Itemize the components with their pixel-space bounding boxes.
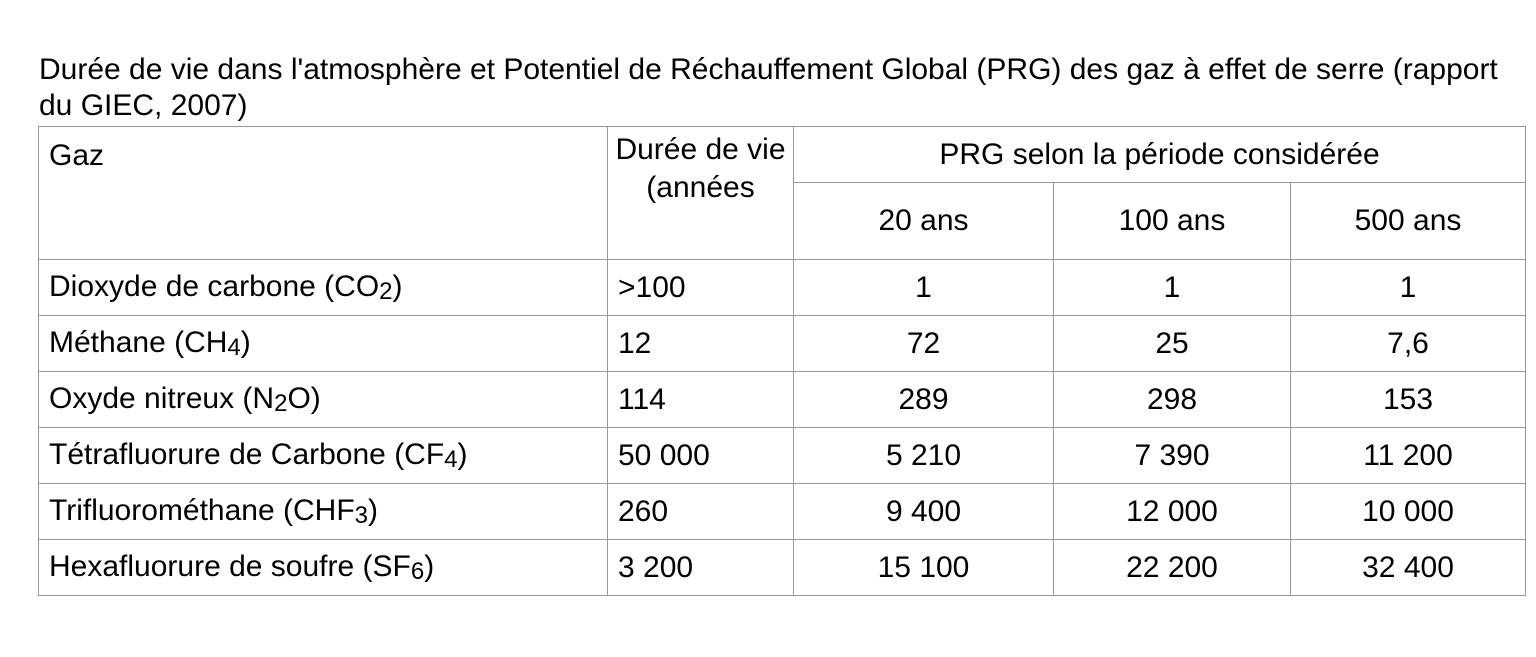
prg-100-cell: 22 200 — [1054, 540, 1291, 596]
prg-20-cell: 1 — [794, 260, 1054, 316]
prg-500-cell: 1 — [1291, 260, 1526, 316]
prg-500-cell: 7,6 — [1291, 316, 1526, 372]
prg-100-cell: 7 390 — [1054, 428, 1291, 484]
prg-100-cell: 25 — [1054, 316, 1291, 372]
lifetime-cell: 50 000 — [608, 428, 794, 484]
gas-name-suffix: ) — [424, 549, 435, 583]
gas-subscript: 4 — [444, 445, 458, 473]
gas-name-suffix: ) — [457, 437, 468, 471]
prg-500-cell: 11 200 — [1291, 428, 1526, 484]
header-period-500: 500 ans — [1291, 183, 1526, 260]
prg-20-cell: 289 — [794, 372, 1054, 428]
table-row — [39, 484, 1526, 540]
gas-name-text: Hexafluorure de soufre (SF — [49, 549, 411, 583]
gas-name — [39, 540, 608, 596]
table-row — [39, 260, 1526, 316]
ghg-table — [38, 126, 1526, 596]
prg-20-cell: 5 210 — [794, 428, 1054, 484]
gas-name-text: Trifluorométhane (CHF — [49, 493, 355, 527]
lifetime-cell: 114 — [608, 372, 794, 428]
gas-name-text: Oxyde nitreux (N — [49, 381, 275, 415]
table-row — [39, 316, 1526, 372]
prg-100-cell: 12 000 — [1054, 484, 1291, 540]
gas-name-suffix: ) — [392, 269, 403, 303]
header-duree: Durée de vie (années — [608, 127, 794, 260]
prg-100-cell: 1 — [1054, 260, 1291, 316]
prg-500-cell: 32 400 — [1291, 540, 1526, 596]
gas-subscript: 2 — [274, 389, 288, 417]
gas-name-suffix: O) — [287, 381, 321, 415]
gas-name-text: Méthane (CH — [49, 325, 228, 359]
prg-20-cell: 15 100 — [794, 540, 1054, 596]
gas-name — [39, 260, 608, 316]
gas-name-suffix: ) — [240, 325, 251, 359]
gas-name — [39, 428, 608, 484]
lifetime-cell: >100 — [608, 260, 794, 316]
gas-name — [39, 316, 608, 372]
gas-name — [39, 484, 608, 540]
lifetime-cell: 260 — [608, 484, 794, 540]
lifetime-cell: 3 200 — [608, 540, 794, 596]
table-row — [39, 372, 1526, 428]
header-gaz: Gaz — [39, 127, 608, 260]
gas-subscript: 3 — [354, 501, 368, 529]
gas-name-text: Tétrafluorure de Carbone (CF — [49, 437, 445, 471]
prg-500-cell: 10 000 — [1291, 484, 1526, 540]
table-caption: Durée de vie dans l'atmosphère et Potentiel de Réchauffement Global (PRG) des gaz à effet de serre (rapport du GIEC, 2007) — [39, 53, 1498, 122]
gas-name-suffix: ) — [368, 493, 378, 527]
prg-500-cell: 153 — [1291, 372, 1526, 428]
prg-20-cell: 9 400 — [794, 484, 1054, 540]
gas-name-text: Dioxyde de carbone (CO — [49, 269, 380, 303]
gas-name — [39, 372, 608, 428]
header-prg: PRG selon la période considérée — [794, 127, 1526, 183]
prg-100-cell: 298 — [1054, 372, 1291, 428]
table-row — [39, 428, 1526, 484]
gas-subscript: 4 — [227, 333, 241, 361]
gas-subscript: 6 — [410, 557, 425, 585]
gas-subscript: 2 — [379, 277, 393, 305]
lifetime-cell: 12 — [608, 316, 794, 372]
header-period-100: 100 ans — [1054, 183, 1291, 260]
header-period-20: 20 ans — [794, 183, 1054, 260]
prg-20-cell: 72 — [794, 316, 1054, 372]
table-row — [39, 540, 1526, 596]
header-row — [39, 127, 1526, 183]
